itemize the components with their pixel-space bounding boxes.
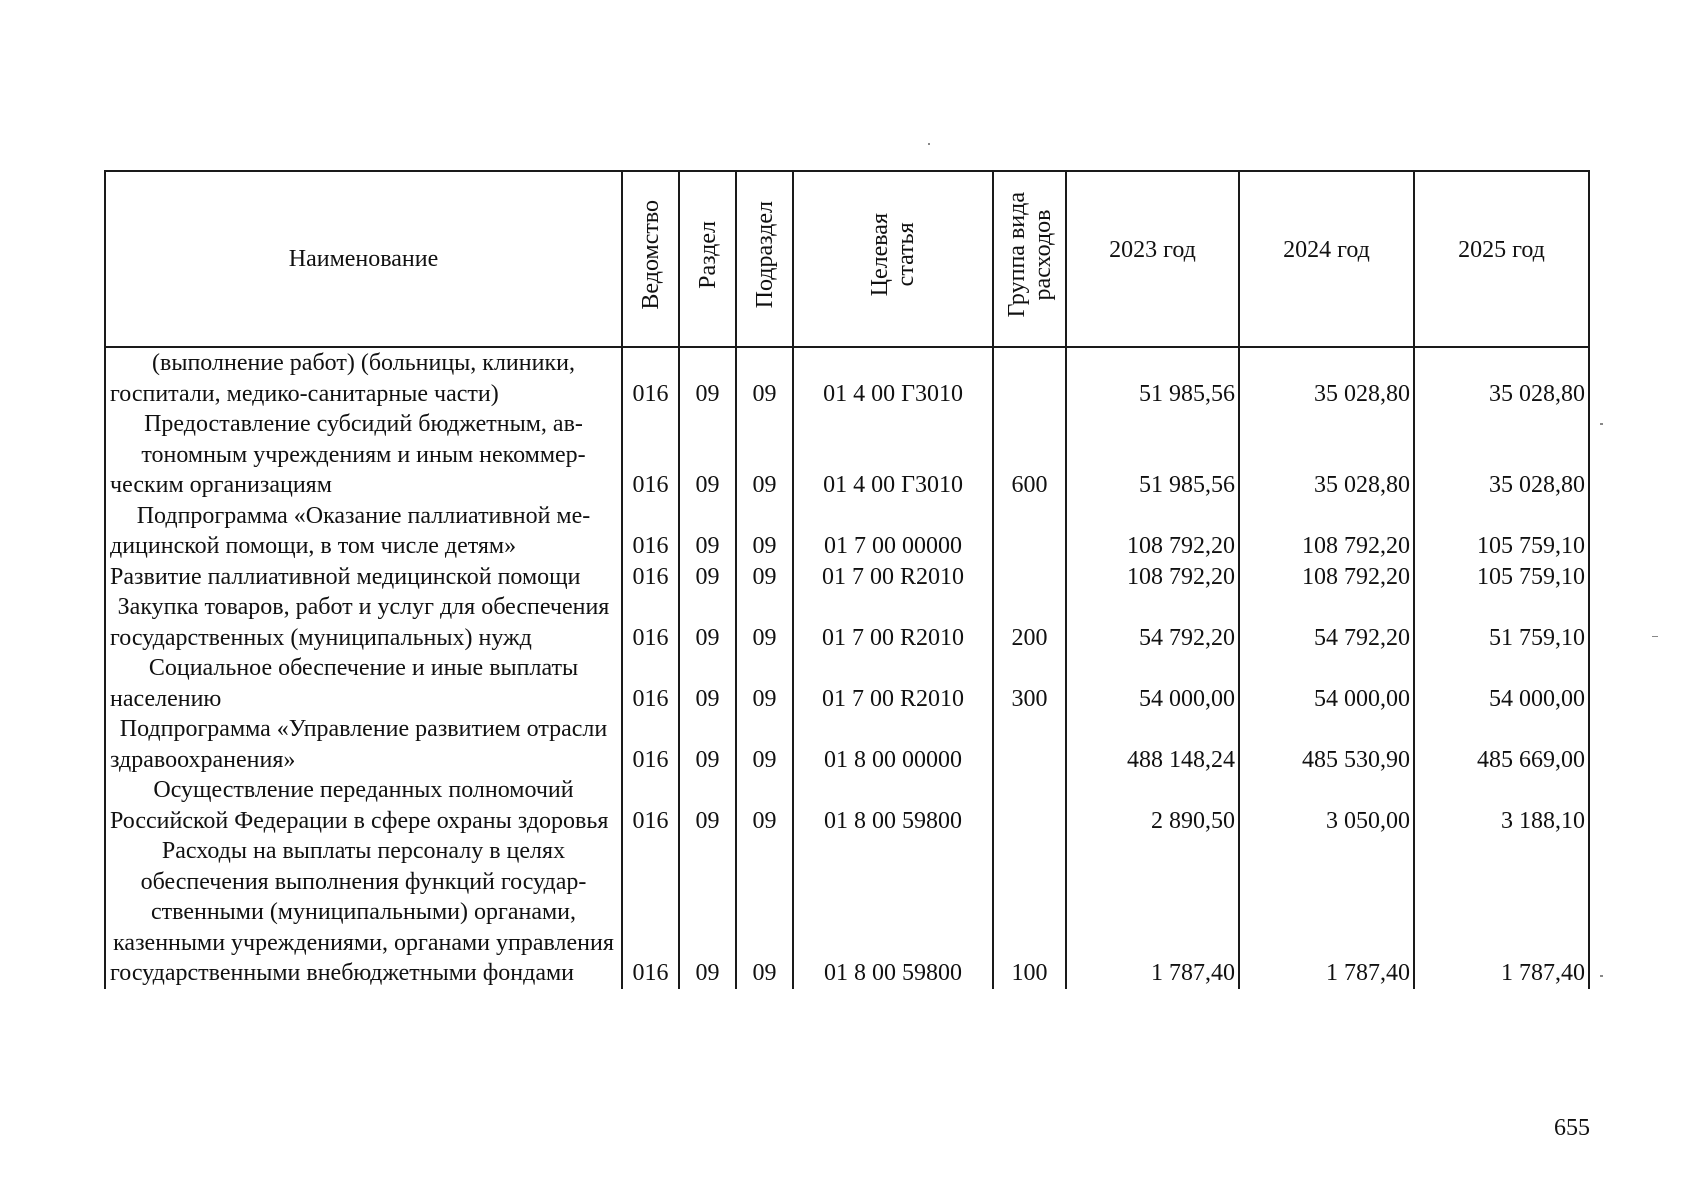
header-celevaya-statya-label: Целевая статья bbox=[867, 213, 919, 297]
cell-razdel: 09 bbox=[679, 562, 736, 593]
table-row bbox=[105, 347, 1589, 409]
page-number: 655 bbox=[1554, 1115, 1590, 1141]
cell-podrazdel: 09 bbox=[736, 714, 793, 775]
cell-2023: 51 985,56 bbox=[1066, 347, 1239, 409]
table-row bbox=[105, 714, 1589, 775]
cell-podrazdel: 09 bbox=[736, 836, 793, 989]
cell-name: Предоставление субсидий бюджетным, автономным учреждениям и иным некоммерческим организациям bbox=[105, 409, 622, 501]
cell-2024: 54 000,00 bbox=[1239, 653, 1414, 714]
header-2023 bbox=[1066, 171, 1239, 347]
table-body bbox=[105, 347, 1589, 989]
cell-2025: 105 759,10 bbox=[1414, 562, 1589, 593]
header-2023-label: 2023 год bbox=[1109, 236, 1196, 263]
cell-celevaya-statya: 01 7 00 00000 bbox=[793, 501, 993, 562]
cell-podrazdel: 09 bbox=[736, 347, 793, 409]
header-vedomstvo-label: Ведомство bbox=[637, 199, 664, 310]
cell-2023: 108 792,20 bbox=[1066, 501, 1239, 562]
header-2025-label: 2025 год bbox=[1458, 236, 1545, 263]
cell-razdel: 09 bbox=[679, 836, 736, 989]
cell-2024: 108 792,20 bbox=[1239, 501, 1414, 562]
cell-podrazdel: 09 bbox=[736, 592, 793, 653]
table-row bbox=[105, 836, 1589, 989]
header-celevaya-statya bbox=[793, 171, 993, 347]
cell-2025: 1 787,40 bbox=[1414, 836, 1589, 989]
cell-razdel: 09 bbox=[679, 714, 736, 775]
cell-2024: 35 028,80 bbox=[1239, 409, 1414, 501]
cell-celevaya-statya: 01 7 00 R2010 bbox=[793, 653, 993, 714]
cell-podrazdel: 09 bbox=[736, 653, 793, 714]
header-podrazdel bbox=[736, 171, 793, 347]
cell-2025: 485 669,00 bbox=[1414, 714, 1589, 775]
cell-gruppa bbox=[993, 775, 1066, 836]
cell-celevaya-statya: 01 7 00 R2010 bbox=[793, 592, 993, 653]
header-name-label: Наименование bbox=[288, 245, 439, 272]
cell-2024: 3 050,00 bbox=[1239, 775, 1414, 836]
cell-2023: 488 148,24 bbox=[1066, 714, 1239, 775]
cell-2023: 54 792,20 bbox=[1066, 592, 1239, 653]
cell-name: Развитие паллиативной медицинской помощи bbox=[105, 562, 622, 593]
cell-2023: 51 985,56 bbox=[1066, 409, 1239, 501]
cell-celevaya-statya: 01 8 00 59800 bbox=[793, 836, 993, 989]
budget-table bbox=[104, 170, 1590, 989]
header-gruppa-vida-rashodov bbox=[993, 171, 1066, 347]
cell-2025: 51 759,10 bbox=[1414, 592, 1589, 653]
cell-2023: 54 000,00 bbox=[1066, 653, 1239, 714]
header-2025 bbox=[1414, 171, 1589, 347]
table-row bbox=[105, 653, 1589, 714]
cell-podrazdel: 09 bbox=[736, 775, 793, 836]
cell-2024: 54 792,20 bbox=[1239, 592, 1414, 653]
cell-vedomstvo: 016 bbox=[622, 409, 679, 501]
cell-vedomstvo: 016 bbox=[622, 836, 679, 989]
cell-celevaya-statya: 01 4 00 Г3010 bbox=[793, 347, 993, 409]
cell-2023: 2 890,50 bbox=[1066, 775, 1239, 836]
cell-2025: 35 028,80 bbox=[1414, 347, 1589, 409]
table-row bbox=[105, 562, 1589, 593]
header-2024-label: 2024 год bbox=[1283, 236, 1370, 263]
cell-2025: 3 188,10 bbox=[1414, 775, 1589, 836]
cell-gruppa bbox=[993, 347, 1066, 409]
cell-2024: 108 792,20 bbox=[1239, 562, 1414, 593]
scan-speck bbox=[928, 143, 930, 145]
cell-2025: 35 028,80 bbox=[1414, 409, 1589, 501]
cell-vedomstvo: 016 bbox=[622, 562, 679, 593]
cell-podrazdel: 09 bbox=[736, 409, 793, 501]
cell-vedomstvo: 016 bbox=[622, 775, 679, 836]
cell-vedomstvo: 016 bbox=[622, 653, 679, 714]
cell-2025: 54 000,00 bbox=[1414, 653, 1589, 714]
table-row bbox=[105, 501, 1589, 562]
cell-2024: 1 787,40 bbox=[1239, 836, 1414, 989]
header-2024 bbox=[1239, 171, 1414, 347]
cell-celevaya-statya: 01 8 00 00000 bbox=[793, 714, 993, 775]
header-razdel-label: Раздел bbox=[694, 220, 721, 289]
cell-name: Расходы на выплаты персоналу в целях обеспечения выполнения функций государственными (муниципальными) органами, казенными учреждениями, органами управления государственными внебюджетными фондами bbox=[105, 836, 622, 989]
cell-name: Подпрограмма «Управление развитием отрасли здравоохранения» bbox=[105, 714, 622, 775]
header-vedomstvo bbox=[622, 171, 679, 347]
table-row bbox=[105, 775, 1589, 836]
cell-celevaya-statya: 01 8 00 59800 bbox=[793, 775, 993, 836]
cell-gruppa: 600 bbox=[993, 409, 1066, 501]
cell-gruppa: 100 bbox=[993, 836, 1066, 989]
cell-vedomstvo: 016 bbox=[622, 714, 679, 775]
cell-gruppa: 300 bbox=[993, 653, 1066, 714]
cell-vedomstvo: 016 bbox=[622, 592, 679, 653]
cell-celevaya-statya: 01 7 00 R2010 bbox=[793, 562, 993, 593]
cell-name: Закупка товаров, работ и услуг для обеспечения государственных (муниципальных) нужд bbox=[105, 592, 622, 653]
header-row bbox=[105, 171, 1589, 347]
cell-razdel: 09 bbox=[679, 347, 736, 409]
cell-name: Социальное обеспечение и иные выплаты населению bbox=[105, 653, 622, 714]
cell-gruppa bbox=[993, 562, 1066, 593]
cell-razdel: 09 bbox=[679, 592, 736, 653]
cell-vedomstvo: 016 bbox=[622, 501, 679, 562]
cell-razdel: 09 bbox=[679, 775, 736, 836]
header-podrazdel-label: Подраздел bbox=[751, 201, 778, 309]
cell-name: Осуществление переданных полномочий Российской Федерации в сфере охраны здоровья bbox=[105, 775, 622, 836]
cell-2023: 108 792,20 bbox=[1066, 562, 1239, 593]
cell-celevaya-statya: 01 4 00 Г3010 bbox=[793, 409, 993, 501]
scan-speck bbox=[1652, 636, 1658, 637]
cell-razdel: 09 bbox=[679, 409, 736, 501]
cell-name: Подпрограмма «Оказание паллиативной медицинской помощи, в том числе детям» bbox=[105, 501, 622, 562]
header-name bbox=[105, 171, 622, 347]
cell-podrazdel: 09 bbox=[736, 501, 793, 562]
cell-2024: 35 028,80 bbox=[1239, 347, 1414, 409]
scan-speck bbox=[1600, 423, 1603, 425]
table-row bbox=[105, 409, 1589, 501]
cell-2024: 485 530,90 bbox=[1239, 714, 1414, 775]
header-gruppa-label: Группа вида расходов bbox=[1003, 192, 1056, 318]
cell-vedomstvo: 016 bbox=[622, 347, 679, 409]
cell-podrazdel: 09 bbox=[736, 562, 793, 593]
cell-2025: 105 759,10 bbox=[1414, 501, 1589, 562]
cell-2023: 1 787,40 bbox=[1066, 836, 1239, 989]
cell-name: (выполнение работ) (больницы, клиники, госпитали, медико-санитарные части) bbox=[105, 347, 622, 409]
cell-razdel: 09 bbox=[679, 653, 736, 714]
cell-gruppa: 200 bbox=[993, 592, 1066, 653]
cell-razdel: 09 bbox=[679, 501, 736, 562]
table-row bbox=[105, 592, 1589, 653]
cell-gruppa bbox=[993, 501, 1066, 562]
header-razdel bbox=[679, 171, 736, 347]
scan-speck bbox=[1600, 975, 1603, 977]
cell-gruppa bbox=[993, 714, 1066, 775]
